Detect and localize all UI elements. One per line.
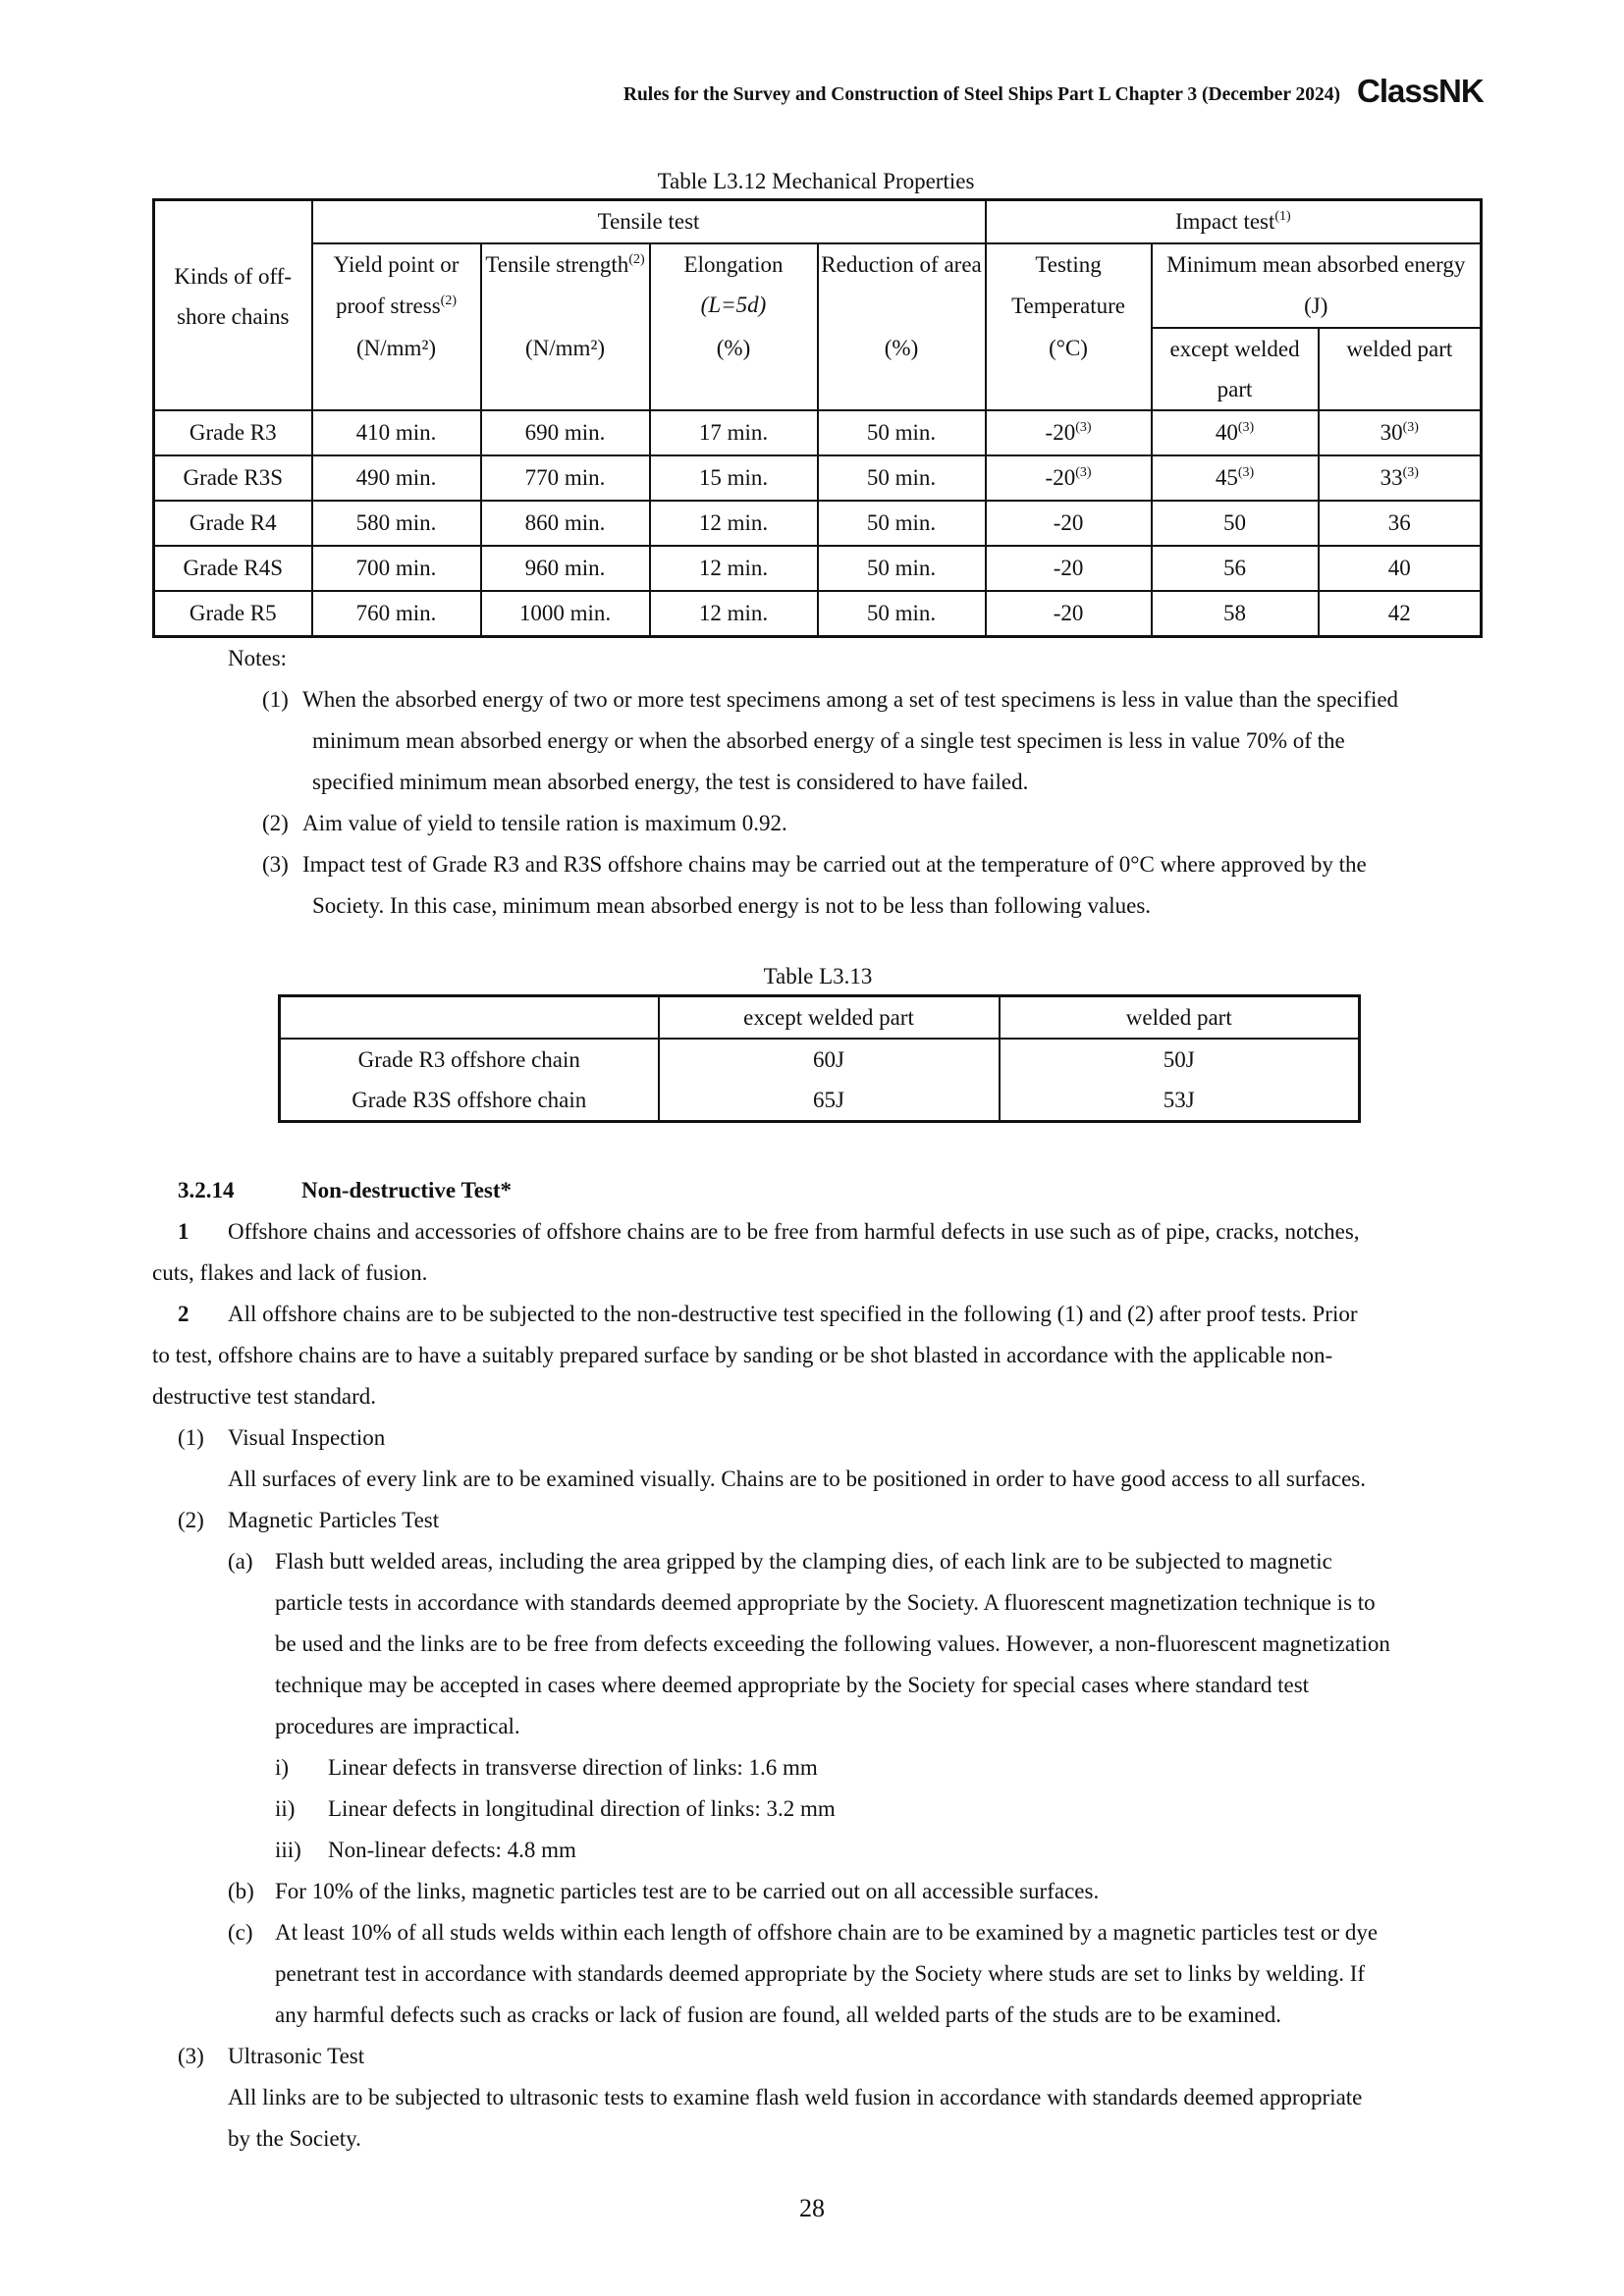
col-kinds: Kinds of off-shore chains [154,200,312,411]
col-temperature: Testing Temperature [986,243,1152,328]
section-title: Non-destructive Test* [301,1178,513,1202]
roman-1: Linear defects in transverse direction of links: 1.6 mm [328,1755,818,1780]
para-2-num: 2 [178,1302,189,1326]
item-3-line-1: All links are to be subjected to ultrasonic tests to examine flash weld fusion in accordance with standards deemed appropriate [228,2085,1363,2109]
para-2-line-1: All offshore chains are to be subjected to the non-destructive test specified in the following (1) and (2) after proof tests. Prior [228,1302,1358,1326]
unit-temperature: (°C) [986,328,1152,410]
note-1-num: (1) [262,687,289,712]
note-3-line-2: Society. In this case, minimum mean absorbed energy is not to be less than following values. [312,893,1152,918]
roman-3-num: iii) [275,1838,301,1862]
table-row: Grade R3S 490 min. 770 min. 15 min. 50 min. -20$^{(3)}$ 45$^{(3)}$ 33$^{(3)}$ [154,455,1482,501]
table-row: Grade R3 offshore chain 60J 50J [280,1039,1360,1080]
section-number: 3.2.14 [178,1178,235,1202]
unit-reduction: (%) [818,328,986,410]
impact-energy-table [278,994,1361,1123]
note-3-line-1: Impact test of Grade R3 and R3S offshore chains may be carried out at the temperature of 0°C where approved by the [302,852,1367,877]
roman-2: Linear defects in longitudinal direction of links: 3.2 mm [328,1796,836,1821]
notes-title: Notes: [228,646,288,670]
col-welded-part: welded part [1319,328,1482,410]
roman-3: Non-linear defects: 4.8 mm [328,1838,576,1862]
item-1-title: Visual Inspection [228,1425,386,1450]
sub-a-line-5: procedures are impractical. [275,1714,520,1738]
note-2: Aim value of yield to tensile ration is maximum 0.92. [302,811,787,835]
page-number: 28 [799,2194,825,2222]
sub-c-line-3: any harmful defects such as cracks or lack of fusion are found, all welded parts of the studs are to be examined. [275,2002,1282,2027]
unit-tensile: (N/mm²) [481,328,650,410]
sub-a-line-3: be used and the links are to be free from defects exceeding the following values. However, a non-fluorescent magnetization [275,1631,1390,1656]
col-elongation: Elongation (L=5d) [650,243,818,328]
item-2-title: Magnetic Particles Test [228,1508,440,1532]
table-row: Grade R3 410 min. 690 min. 17 min. 50 min. -20$^{(3)}$ 40$^{(3)}$ 30$^{(3)}$ [154,410,1482,455]
table1-caption: Table L3.12 Mechanical Properties [657,169,975,193]
sub-c-line-1: At least 10% of all studs welds within each length of offshore chain are to be examined by a magnetic particles test or dye [275,1920,1379,1945]
note-1-line-1: When the absorbed energy of two or more test specimens among a set of test specimens is less in value than the specified [302,687,1399,712]
table-row: Grade R4S 700 min. 960 min. 12 min. 50 min. -20 56 40 [154,546,1482,591]
t2-col-welded: welded part [1000,996,1360,1040]
item-3-num: (3) [178,2044,204,2068]
t2-col-except: except welded part [659,996,1000,1040]
sub-a-line-1: Flash butt welded areas, including the area gripped by the clamping dies, of each link are to be subjected to magnetic [275,1549,1332,1574]
para-1-num: 1 [178,1219,189,1244]
unit-yield: (N/mm²) [312,328,481,410]
item-2-num: (2) [178,1508,204,1532]
sub-c-line-2: penetrant test in accordance with standards deemed appropriate by the Society where studs are set to links by welding. If [275,1961,1366,1986]
table-row: Grade R3S offshore chain 65J 53J [280,1080,1360,1122]
note-1-line-2: minimum mean absorbed energy or when the absorbed energy of a single test specimen is less in value 70% of the [312,728,1345,753]
note-3-num: (3) [262,852,289,877]
col-tensile: Tensile strength$^{(2)}$ [481,243,650,328]
note-1-line-3: specified minimum mean absorbed energy, the test is considered to have failed. [312,770,1029,794]
table-row: Grade R5 760 min. 1000 min. 12 min. 50 min. -20 58 42 [154,591,1482,637]
classnk-logo: ClassNK [1357,73,1484,109]
sub-a-num: (a) [228,1549,253,1574]
para-1-line-1: Offshore chains and accessories of offshore chains are to be free from harmful defects in use such as of pipe, cracks, notches, [228,1219,1360,1244]
col-except-welded: except welded part [1152,328,1319,410]
para-2-line-3: destructive test standard. [152,1384,377,1409]
note-2-num: (2) [262,811,289,835]
t2-corner [280,996,659,1040]
sub-c-num: (c) [228,1920,253,1945]
table-row: Grade R4 580 min. 860 min. 12 min. 50 min. -20 50 36 [154,501,1482,546]
item-1-text: All surfaces of every link are to be examined visually. Chains are to be positioned in order to have good access to all surfaces. [228,1467,1366,1491]
col-yield: Yield point or proof stress$^{(2)}$ [312,243,481,328]
mechanical-properties-table [152,198,1483,638]
sub-b: For 10% of the links, magnetic particles test are to be carried out on all accessible surfaces. [275,1879,1100,1903]
item-1-num: (1) [178,1425,204,1450]
para-2-line-2: to test, offshore chains are to have a suitably prepared surface by sanding or be shot blasted in accordance with the applicable non- [152,1343,1333,1367]
impact-test-group: Impact test$^{(1)}$ [986,200,1482,244]
col-reduction: Reduction of area [818,243,986,328]
item-3-line-2: by the Society. [228,2126,361,2151]
table2-caption: Table L3.13 [763,964,873,988]
item-3-title: Ultrasonic Test [228,2044,365,2068]
sub-b-num: (b) [228,1879,254,1903]
para-1-line-2: cuts, flakes and lack of fusion. [152,1260,428,1285]
roman-2-num: ii) [275,1796,296,1821]
col-energy: Minimum mean absorbed energy (J) [1152,243,1482,328]
sub-a-line-2: particle tests in accordance with standards deemed appropriate by the Society. A fluorescent magnetization technique is to [275,1590,1376,1615]
unit-elongation: (%) [650,328,818,410]
roman-1-num: i) [275,1755,290,1780]
sub-a-line-4: technique may be accepted in cases where deemed appropriate by the Society for special cases where standard test [275,1673,1310,1697]
running-header: Rules for the Survey and Construction of Steel Ships Part L Chapter 3 (December 2024) [623,84,1340,105]
tensile-test-group: Tensile test [312,200,986,244]
